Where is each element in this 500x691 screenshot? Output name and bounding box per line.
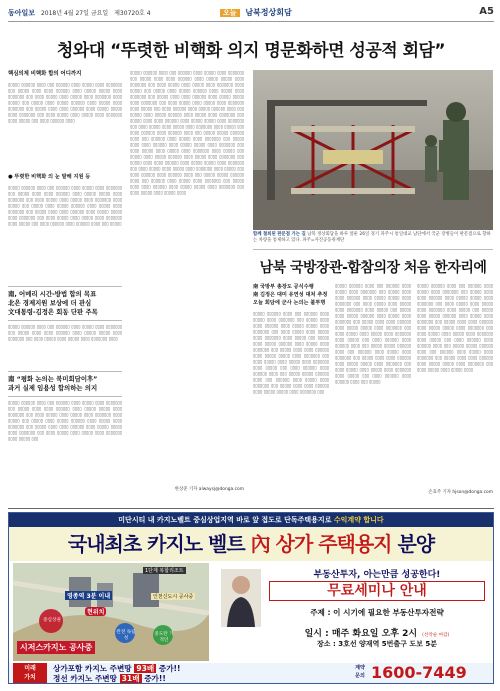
caption-title: 함께 철퇴된 판문점 가는 길	[253, 232, 306, 237]
main-headline: 청와대 “뚜렷한 비핵화 의지 명문화하면 성공적 회담”	[56, 41, 446, 61]
body-text: ▯▯▯▯▯ ▯▯▯▯▯▯ ▯▯▯▯ ▯▯▯ ▯▯▯▯▯▯ ▯▯▯▯ ▯▯▯▯▯ ▯▯▯▯ ▯▯▯▯▯▯▯ ▯▯▯ ▯▯▯▯▯ ▯▯▯▯ ▯▯▯▯ ▯▯▯▯▯▯ ▯▯▯▯ ▯▯▯▯▯ ▯▯▯▯▯ ▯▯▯▯ ▯▯▯▯▯▯▯ ▯▯▯ ▯▯▯▯ ▯▯▯▯▯ ▯▯▯▯ ▯▯▯▯▯ ▯▯▯▯ ▯▯▯▯▯▯▯ ▯▯▯▯	[8, 324, 122, 341]
ad-schedule	[269, 621, 485, 640]
ad-footer	[9, 663, 493, 683]
second-headline: 남북 국방장관-합참의장 처음 한자리에	[259, 260, 487, 276]
footer-line-1-text: 상가포함 카지노 주변땅	[53, 664, 132, 673]
ad-banner	[9, 527, 493, 561]
body-text: ▯▯▯▯▯ ▯▯▯▯▯▯ ▯▯▯▯ ▯▯▯ ▯▯▯▯▯▯ ▯▯▯▯ ▯▯▯▯▯ ▯▯▯▯ ▯▯▯▯▯▯▯ ▯▯▯ ▯▯▯▯▯ ▯▯▯▯ ▯▯▯▯ ▯▯▯▯▯▯ ▯▯▯▯ ▯▯▯▯▯ ▯▯▯▯▯ ▯▯▯▯ ▯▯▯▯▯▯▯ ▯▯▯ ▯▯▯▯ ▯▯▯▯▯ ▯▯▯▯ ▯▯▯▯▯ ▯▯▯▯ ▯▯▯▯▯▯▯ ▯▯▯▯ ▯▯▯▯▯ ▯▯▯ ▯▯▯▯▯ ▯▯▯▯ ▯▯▯▯▯ ▯▯▯▯▯▯ ▯▯▯▯ ▯▯▯▯▯ ▯▯▯▯ ▯▯▯▯▯▯▯ ▯▯▯ ▯▯▯▯▯ ▯▯▯▯ ▯▯▯▯ ▯▯▯▯▯▯ ▯▯▯▯ ▯▯▯▯▯ ▯▯▯▯▯ ▯▯▯▯ ▯▯▯▯▯▯▯ ▯▯▯ ▯▯▯▯ ▯▯▯▯▯ ▯▯▯▯ ▯▯▯▯▯ ▯▯▯▯ ▯▯▯▯▯▯▯ ▯▯▯▯ ▯▯▯▯▯ ▯▯▯ ▯▯▯▯ ▯▯▯▯▯▯ ▯▯▯▯ ▯▯▯▯▯▯ ▯▯▯▯ ▯▯▯ ▯▯▯▯▯ ▯▯▯▯▯ ▯▯▯▯▯▯ ▯▯▯▯ ▯▯▯ ▯▯▯▯▯▯ ▯▯▯▯ ▯▯▯▯▯ ▯▯▯▯ ▯▯▯▯▯▯▯ ▯▯▯ ▯▯▯▯▯ ▯▯▯▯ ▯▯▯▯ ▯▯▯▯▯▯ ▯▯▯▯ ▯▯▯▯▯ ▯▯▯▯▯ ▯▯▯▯ ▯▯▯▯▯▯▯ ▯▯▯ ▯▯▯▯ ▯▯▯▯▯ ▯▯▯▯ ▯▯▯▯▯ ▯▯▯▯	[417, 283, 493, 372]
second-article-col2	[335, 283, 411, 505]
ad-seminar-panel	[217, 563, 489, 661]
ad-topic: 주제 : 이 시기에 필요한 부동산투자전략	[310, 608, 444, 617]
footer-line-2	[53, 673, 166, 684]
section-title: 남북정상회담	[245, 8, 292, 17]
page-header	[8, 6, 494, 22]
ad-venue: 장소 : 3호선 양재역 5번출구 도보 5분	[317, 640, 437, 648]
bubble-2: 완전 독립성	[116, 630, 136, 641]
issue-date: 2018년 4월 27일 금요일	[40, 10, 109, 17]
photo-caption	[253, 232, 493, 244]
issue-number: 제30720호 4	[114, 10, 151, 17]
map-label-newtown: 인천신도시 공사중	[153, 594, 194, 600]
second-subhead: 南 국방부 총장도 공식수행 南 김정은 대미 유연성 대처 추정 오늘 회담에 군사 논의는 불투명	[253, 284, 328, 306]
presenter-photo	[221, 569, 261, 627]
lead-subhead: 핵심의제 비핵화 합의 어디까지	[8, 71, 82, 77]
bubble-1: 중심상권	[43, 618, 61, 623]
call-label: 계약 문의	[355, 665, 365, 679]
publication-name: 동아일보	[8, 9, 36, 17]
body-text: ▯▯▯▯▯ ▯▯▯▯▯▯ ▯▯▯▯ ▯▯▯ ▯▯▯▯▯▯ ▯▯▯▯ ▯▯▯▯▯ ▯▯▯▯ ▯▯▯▯▯▯▯ ▯▯▯ ▯▯▯▯▯ ▯▯▯▯ ▯▯▯▯ ▯▯▯▯▯▯ ▯▯▯▯ ▯▯▯▯▯ ▯▯▯▯▯ ▯▯▯▯ ▯▯▯▯▯▯▯ ▯▯▯ ▯▯▯▯ ▯▯▯▯▯ ▯▯▯▯ ▯▯▯▯▯ ▯▯▯▯ ▯▯▯▯▯▯▯ ▯▯▯▯ ▯▯▯▯▯ ▯▯▯ ▯▯▯▯▯ ▯▯▯▯ ▯▯▯▯▯ ▯▯▯▯▯▯ ▯▯▯▯ ▯▯▯▯▯ ▯▯▯▯ ▯▯▯▯▯▯▯ ▯▯▯ ▯▯▯▯▯ ▯▯▯▯ ▯▯▯▯ ▯▯▯▯▯▯ ▯▯▯▯ ▯▯▯▯▯ ▯▯▯▯▯ ▯▯▯▯ ▯▯▯▯▯▯▯ ▯▯▯ ▯▯▯▯ ▯▯▯▯▯ ▯▯▯▯ ▯▯▯▯▯ ▯▯▯▯ ▯▯▯▯▯▯▯ ▯▯▯▯ ▯▯▯▯▯ ▯▯▯ ▯▯▯▯ ▯▯▯▯▯▯ ▯▯▯▯ ▯▯▯▯▯▯ ▯▯▯▯ ▯▯▯ ▯▯▯▯▯ ▯▯▯▯▯ ▯▯▯▯▯▯ ▯▯▯▯ ▯▯▯ ▯▯▯▯▯▯ ▯▯▯▯ ▯▯▯▯▯ ▯▯▯▯ ▯▯▯▯▯▯▯ ▯▯▯ ▯▯▯▯▯ ▯▯▯▯ ▯▯▯▯ ▯▯▯▯▯▯ ▯▯▯▯ ▯▯▯▯▯ ▯▯▯▯▯ ▯▯▯▯ ▯▯▯▯▯▯▯ ▯▯▯	[253, 311, 329, 394]
bubble-3: 중도탄 가격인	[154, 632, 174, 643]
caption-text: 남북 정상회담을 하루 앞둔 26일 경기 파주시 통일대교 남단에서 국군 장병들이 판문점으로 향하는 차량을 통제하고 있다.	[253, 232, 491, 243]
section-tag: 오늘	[220, 9, 240, 17]
page-number: A5	[479, 6, 494, 17]
footer-line-2-text: 정선 카지노 주변땅	[53, 674, 117, 683]
body-text: ▯▯▯▯▯ ▯▯▯▯▯▯ ▯▯▯▯ ▯▯▯ ▯▯▯▯▯▯ ▯▯▯▯ ▯▯▯▯▯ ▯▯▯▯ ▯▯▯▯▯▯▯ ▯▯▯ ▯▯▯▯▯ ▯▯▯▯ ▯▯▯▯ ▯▯▯▯▯▯ ▯▯▯▯ ▯▯▯▯▯ ▯▯▯▯▯ ▯▯▯▯ ▯▯▯▯▯▯▯ ▯▯▯ ▯▯▯▯ ▯▯▯▯▯ ▯▯▯▯ ▯▯▯▯▯ ▯▯▯▯ ▯▯▯▯▯▯▯ ▯▯▯▯ ▯▯▯▯▯ ▯▯▯ ▯▯▯▯▯ ▯▯▯▯ ▯▯▯▯▯ ▯▯▯▯▯▯ ▯▯▯▯ ▯▯▯▯▯ ▯▯▯▯ ▯▯▯▯▯▯▯ ▯▯▯ ▯▯▯▯▯ ▯▯▯▯ ▯▯▯▯ ▯▯▯▯▯▯ ▯▯▯▯ ▯▯▯▯▯ ▯▯▯▯▯ ▯▯▯▯ ▯▯▯▯▯▯▯ ▯▯▯ ▯▯▯▯ ▯▯▯▯▯ ▯▯▯▯ ▯▯▯▯▯ ▯▯▯▯ ▯▯▯▯▯▯▯ ▯▯▯▯ ▯▯▯▯▯ ▯▯▯ ▯▯▯▯ ▯▯▯▯▯▯ ▯▯▯▯ ▯▯▯▯▯▯ ▯▯▯▯ ▯▯▯ ▯▯▯▯▯ ▯▯▯▯▯ ▯▯▯▯▯▯ ▯▯▯▯ ▯▯▯ ▯▯▯▯▯▯ ▯▯▯▯ ▯▯▯▯▯ ▯▯▯▯ ▯▯▯▯▯▯▯ ▯▯▯ ▯▯▯▯▯ ▯▯▯▯ ▯▯▯▯ ▯▯▯▯▯▯ ▯▯▯▯ ▯▯▯▯▯ ▯▯▯▯▯ ▯▯▯▯ ▯▯▯▯▯▯▯ ▯▯▯ ▯▯▯▯ ▯▯▯▯▯ ▯▯▯▯ ▯▯▯▯▯ ▯▯▯▯ ▯▯▯▯▯▯▯ ▯▯▯▯ ▯▯▯▯▯ ▯▯▯ ▯▯▯▯ ▯▯▯▯▯▯ ▯▯▯▯ ▯▯▯▯▯▯ ▯▯▯▯ ▯▯▯ ▯▯▯▯▯	[335, 283, 411, 384]
byline: 한상준 기자 alwaysj@donga.com	[174, 487, 244, 492]
ad-banner-part1: 국내최초 카지노 벨트	[67, 532, 245, 556]
second-article-col3	[417, 283, 493, 505]
footer-line-2-suffix: 증가!!	[144, 674, 166, 683]
subhead-2: 南, 어메리 시간-방법 합의 목표 北은 경제지원 보상에 더 관심 文대통령-김정은 회동 단판 주목	[8, 290, 98, 316]
map-label-station: 영종역 3분 이내	[67, 593, 111, 600]
main-article-col1	[8, 70, 122, 500]
byline: 손효주 기자 hjson@donga.com	[428, 490, 493, 495]
footer-line-1-value: 93배	[136, 664, 155, 673]
body-text: ▯▯▯▯▯ ▯▯▯▯▯▯ ▯▯▯▯ ▯▯▯ ▯▯▯▯▯▯ ▯▯▯▯ ▯▯▯▯▯ ▯▯▯▯ ▯▯▯▯▯▯▯ ▯▯▯ ▯▯▯▯▯ ▯▯▯▯ ▯▯▯▯ ▯▯▯▯▯▯ ▯▯▯▯ ▯▯▯▯▯ ▯▯▯▯▯ ▯▯▯▯ ▯▯▯▯▯▯▯ ▯▯▯ ▯▯▯▯ ▯▯▯▯▯ ▯▯▯▯ ▯▯▯▯▯ ▯▯▯▯ ▯▯▯▯▯▯▯ ▯▯▯▯ ▯▯▯▯▯ ▯▯▯ ▯▯▯▯▯ ▯▯▯▯ ▯▯▯▯▯ ▯▯▯▯▯▯ ▯▯▯▯ ▯▯▯▯▯ ▯▯▯▯ ▯▯▯▯▯▯▯ ▯▯▯ ▯▯▯▯▯ ▯▯▯▯ ▯▯▯▯ ▯▯▯▯▯▯ ▯▯▯▯ ▯▯▯▯▯ ▯▯▯▯▯ ▯▯▯▯ ▯▯▯▯▯▯▯ ▯▯▯ ▯▯▯▯ ▯▯▯▯▯ ▯▯▯▯ ▯▯▯▯▯ ▯▯▯▯ ▯▯▯▯▯▯▯ ▯▯▯▯ ▯▯▯▯▯ ▯▯▯ ▯▯▯▯ ▯▯▯▯▯▯ ▯▯▯▯	[8, 82, 122, 123]
body-text: ▯▯▯▯▯ ▯▯▯▯▯▯ ▯▯▯▯ ▯▯▯ ▯▯▯▯▯▯ ▯▯▯▯ ▯▯▯▯▯ ▯▯▯▯ ▯▯▯▯▯▯▯ ▯▯▯ ▯▯▯▯▯ ▯▯▯▯ ▯▯▯▯ ▯▯▯▯▯▯ ▯▯▯▯ ▯▯▯▯▯ ▯▯▯▯▯ ▯▯▯▯ ▯▯▯▯▯▯▯ ▯▯▯ ▯▯▯▯ ▯▯▯▯▯ ▯▯▯▯ ▯▯▯▯▯ ▯▯▯▯ ▯▯▯▯▯▯▯ ▯▯▯▯ ▯▯▯▯▯ ▯▯▯ ▯▯▯▯▯ ▯▯▯▯ ▯▯▯▯▯ ▯▯▯▯▯▯ ▯▯▯▯ ▯▯▯▯▯ ▯▯▯▯ ▯▯▯▯▯▯▯ ▯▯▯ ▯▯▯▯▯ ▯▯▯▯ ▯▯▯▯ ▯▯▯▯▯▯ ▯▯▯▯ ▯▯▯▯▯ ▯▯▯▯▯ ▯▯▯▯ ▯▯▯▯▯▯▯ ▯▯▯ ▯▯▯▯ ▯▯▯▯▯ ▯▯▯▯ ▯▯▯▯▯ ▯▯▯▯ ▯▯▯▯▯▯▯ ▯▯▯▯ ▯▯▯▯▯ ▯▯▯	[8, 400, 122, 441]
ad-top-text: 미단시티 내 카지노벨트 중심상업지역 바로 앞 접도로 단독주택용지로	[118, 516, 332, 524]
ad-banner-part2: 內 상가 주택용지	[250, 532, 392, 556]
second-article-col1	[253, 283, 329, 505]
checkpoint-photo-illustration	[253, 70, 493, 230]
news-photo	[253, 70, 493, 230]
ad-map-image	[13, 563, 209, 661]
ad-schedule-text: 일시 : 매주 화요일 오후 2시	[304, 629, 418, 639]
ad-schedule-note: (선착순 마감)	[422, 633, 450, 638]
ad-seminar-title: 무료세미나 안내	[269, 581, 485, 601]
ad-tagline: 부동산투자, 아는만큼 성공한다!	[313, 570, 441, 580]
map-label-casino: 시저스카지노 공사중	[17, 641, 95, 654]
body-text: ▯▯▯▯▯ ▯▯▯▯▯▯ ▯▯▯▯ ▯▯▯ ▯▯▯▯▯▯ ▯▯▯▯ ▯▯▯▯▯ ▯▯▯▯ ▯▯▯▯▯▯▯ ▯▯▯ ▯▯▯▯▯ ▯▯▯▯ ▯▯▯▯ ▯▯▯▯▯▯ ▯▯▯▯ ▯▯▯▯▯ ▯▯▯▯▯ ▯▯▯▯ ▯▯▯▯▯▯▯ ▯▯▯ ▯▯▯▯ ▯▯▯▯▯ ▯▯▯▯ ▯▯▯▯▯ ▯▯▯▯ ▯▯▯▯▯▯▯ ▯▯▯▯ ▯▯▯▯▯ ▯▯▯ ▯▯▯▯▯ ▯▯▯▯ ▯▯▯▯▯ ▯▯▯▯▯▯ ▯▯▯▯ ▯▯▯▯▯ ▯▯▯▯ ▯▯▯▯▯▯▯ ▯▯▯ ▯▯▯▯▯ ▯▯▯▯ ▯▯▯▯ ▯▯▯▯▯▯ ▯▯▯▯ ▯▯▯▯▯ ▯▯▯▯▯ ▯▯▯▯ ▯▯▯▯▯▯▯ ▯▯▯ ▯▯▯▯ ▯▯▯▯▯ ▯▯▯▯ ▯▯▯▯▯ ▯▯▯▯ ▯▯▯▯▯▯▯ ▯▯▯▯ ▯▯▯▯▯ ▯▯▯ ▯▯▯▯ ▯▯▯▯▯▯ ▯▯▯▯ ▯▯▯▯▯ ▯▯▯▯▯▯ ▯▯▯▯ ▯▯▯ ▯▯▯▯▯ ▯▯▯▯ ▯▯▯▯▯ ▯▯▯▯▯▯ ▯▯▯▯ ▯▯▯▯▯ ▯▯▯▯ ▯▯▯▯▯▯▯ ▯▯▯ ▯▯▯▯▯ ▯▯▯▯ ▯▯▯▯ ▯▯▯▯▯▯ ▯▯▯▯ ▯▯▯▯▯ ▯▯▯▯▯ ▯▯▯▯ ▯▯▯▯▯▯▯ ▯▯▯ ▯▯▯▯ ▯▯▯▯▯ ▯▯▯▯ ▯▯▯▯▯ ▯▯▯▯ ▯▯▯▯▯▯▯ ▯▯▯▯ ▯▯▯▯▯ ▯▯▯ ▯▯▯▯ ▯▯▯▯▯▯ ▯▯▯▯ ▯▯▯▯▯▯ ▯▯▯▯ ▯▯▯ ▯▯▯▯▯ ▯▯▯▯▯ ▯▯▯▯▯▯ ▯▯▯▯ ▯▯▯ ▯▯▯▯▯▯ ▯▯▯▯ ▯▯▯▯▯ ▯▯▯▯ ▯▯▯▯▯▯▯ ▯▯▯ ▯▯▯▯▯ ▯▯▯▯ ▯▯▯▯ ▯▯▯▯▯▯ ▯▯▯▯ ▯▯▯▯▯ ▯▯▯▯▯ ▯▯▯▯ ▯▯▯▯▯▯▯ ▯▯▯ ▯▯▯▯ ▯▯▯▯▯ ▯▯▯▯ ▯▯▯▯▯ ▯▯▯▯ ▯▯▯▯▯▯▯ ▯▯▯▯ ▯▯▯▯▯ ▯▯▯ ▯▯▯▯▯ ▯▯▯▯ ▯▯▯▯▯ ▯▯▯▯▯▯ ▯▯▯▯ ▯▯▯▯▯ ▯▯▯▯ ▯▯▯▯▯▯▯ ▯▯▯ ▯▯▯▯▯ ▯▯▯▯ ▯▯▯▯ ▯▯▯▯▯▯ ▯▯▯▯ ▯▯▯▯▯ ▯▯▯▯▯ ▯▯▯▯ ▯▯▯▯▯▯▯ ▯▯▯ ▯▯▯▯ ▯▯▯▯▯ ▯▯▯▯ ▯▯▯▯▯ ▯▯▯▯ ▯▯▯▯▯▯▯ ▯▯▯▯ ▯▯▯▯▯ ▯▯▯ ▯▯▯▯ ▯▯▯▯▯▯ ▯▯▯▯ ▯▯▯▯▯▯ ▯▯▯▯ ▯▯▯ ▯▯▯▯▯ ▯▯▯▯▯ ▯▯▯▯▯▯ ▯▯▯▯ ▯▯▯ ▯▯▯▯▯▯ ▯▯▯▯ ▯▯▯▯▯ ▯▯▯▯ ▯▯▯▯▯▯▯ ▯▯▯ ▯▯▯▯▯ ▯▯▯▯ ▯▯▯▯ ▯▯▯▯▯▯ ▯▯▯▯ ▯▯▯▯▯ ▯▯▯▯▯ ▯▯▯▯ ▯▯▯▯▯▯▯ ▯▯▯ ▯▯▯▯ ▯▯▯▯▯ ▯▯▯▯ ▯▯▯▯▯ ▯▯▯▯	[130, 70, 244, 195]
map-label-resort: 1단계 복합리조트	[145, 568, 184, 574]
map-label-here: 현위치	[87, 609, 105, 616]
ad-top-strip	[9, 513, 493, 527]
subhead-1: ● 뚜렷한 비핵화 의 눈 말해 지원 등	[8, 174, 91, 180]
future-value-badge: 미래 가치	[13, 663, 47, 683]
footer-line-1-suffix: 증가!!	[158, 664, 181, 673]
body-text: ▯▯▯▯▯ ▯▯▯▯▯▯ ▯▯▯▯ ▯▯▯ ▯▯▯▯▯▯ ▯▯▯▯ ▯▯▯▯▯ ▯▯▯▯ ▯▯▯▯▯▯▯ ▯▯▯ ▯▯▯▯▯ ▯▯▯▯ ▯▯▯▯ ▯▯▯▯▯▯ ▯▯▯▯ ▯▯▯▯▯ ▯▯▯▯▯ ▯▯▯▯ ▯▯▯▯▯▯▯ ▯▯▯ ▯▯▯▯ ▯▯▯▯▯ ▯▯▯▯ ▯▯▯▯▯ ▯▯▯▯ ▯▯▯▯▯▯▯ ▯▯▯▯ ▯▯▯▯▯ ▯▯▯ ▯▯▯▯▯ ▯▯▯▯ ▯▯▯▯▯ ▯▯▯▯▯▯ ▯▯▯▯ ▯▯▯▯▯ ▯▯▯▯ ▯▯▯▯▯▯▯ ▯▯▯ ▯▯▯▯▯ ▯▯▯▯ ▯▯▯▯ ▯▯▯▯▯▯ ▯▯▯▯ ▯▯▯▯▯ ▯▯▯▯▯ ▯▯▯▯ ▯▯▯▯▯▯▯ ▯▯▯ ▯▯▯▯ ▯▯▯▯▯ ▯▯▯▯ ▯▯▯▯▯ ▯▯▯▯ ▯▯▯▯▯▯▯ ▯▯▯▯ ▯▯▯▯▯ ▯▯▯ ▯▯▯▯ ▯▯▯▯▯▯ ▯▯▯▯ ▯▯▯▯▯▯ ▯▯▯▯ ▯▯▯ ▯▯▯▯▯	[8, 185, 122, 226]
advertisement[interactable]	[8, 512, 494, 684]
phone-number[interactable]: 1600-7449	[371, 663, 467, 682]
main-article-col2	[130, 70, 244, 500]
section-label	[220, 7, 292, 18]
header-left	[8, 8, 151, 18]
footer-line-2-value: 31배	[121, 674, 140, 683]
subhead-3: 南 “평화 논의는 북미회담이후” 과거 실제 임용성 합의하는 의지	[8, 375, 98, 392]
photo-credit: 파주=사진공동취재단	[302, 238, 345, 243]
ad-banner-part3: 분양	[397, 532, 435, 556]
ad-top-highlight: 수익계약 합니다	[333, 516, 384, 524]
